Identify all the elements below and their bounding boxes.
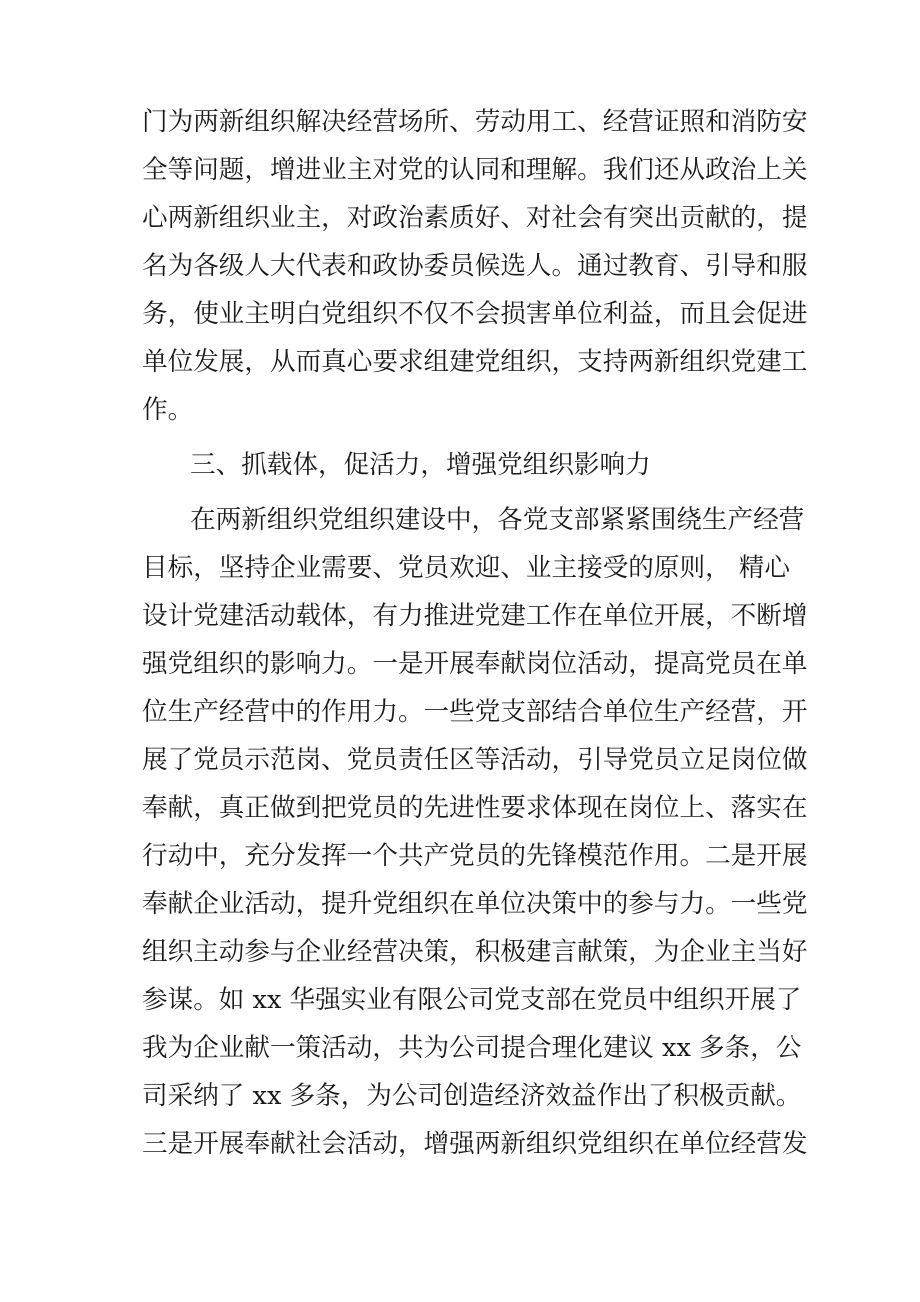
paragraph-line: 我为企业献一策活动，共为公司提合理化建议 xx 多条，公 — [142, 1033, 802, 1063]
paragraph-line: 强党组织的影响力。一是开展奉献岗位活动，提高党员在单 — [142, 649, 808, 679]
paragraph-line: 司采纳了 xx 多条，为公司创造经济效益作出了积极贡献。 — [142, 1081, 802, 1111]
paragraph-line: 三是开展奉献社会活动，增强两新组织党组织在单位经营发 — [142, 1129, 808, 1159]
paragraph-line: 心两新组织业主，对政治素质好、对社会有突出贡献的，提 — [142, 203, 808, 233]
paragraph-line: 门为两新组织解决经营场所、劳动用工、经营证照和消防安 — [142, 107, 808, 137]
paragraph-line: 位生产经营中的作用力。一些党支部结合单位生产经营，开 — [142, 697, 808, 727]
section-heading: 三、抓载体，促活力，增强党组织影响力 — [190, 450, 651, 480]
paragraph-line: 参谋。如 xx 华强实业有限公司党支部在党员中组织开展了 — [142, 985, 802, 1015]
paragraph-line: 在两新组织党组织建设中，各党支部紧紧围绕生产经营 — [190, 505, 805, 535]
paragraph-line: 行动中，充分发挥一个共产党员的先锋模范作用。二是开展 — [142, 841, 808, 871]
paragraph-line: 单位发展，从而真心要求组建党组织，支持两新组织党建工 — [142, 347, 808, 377]
paragraph-line: 名为各级人大代表和政协委员候选人。通过教育、引导和服 — [142, 251, 808, 281]
paragraph-line: 作。 — [142, 395, 194, 425]
paragraph-line: 务，使业主明白党组织不仅不会损害单位利益，而且会促进 — [142, 299, 808, 329]
paragraph-line: 全等问题，增进业主对党的认同和理解。我们还从政治上关 — [142, 155, 808, 185]
paragraph-line: 组织主动参与企业经营决策，积极建言献策，为企业主当好 — [142, 937, 808, 967]
paragraph-line: 展了党员示范岗、党员责任区等活动，引导党员立足岗位做 — [142, 745, 808, 775]
paragraph-line: 奉献企业活动，提升党组织在单位决策中的参与力。一些党 — [142, 889, 808, 919]
paragraph-line: 设计党建活动载体，有力推进党建工作在单位开展，不断增 — [142, 601, 808, 631]
paragraph-line: 奉献，真正做到把党员的先进性要求体现在岗位上、落实在 — [142, 793, 808, 823]
paragraph-line: 目标，坚持企业需要、党员欢迎、业主接受的原则， 精心 — [142, 553, 790, 583]
